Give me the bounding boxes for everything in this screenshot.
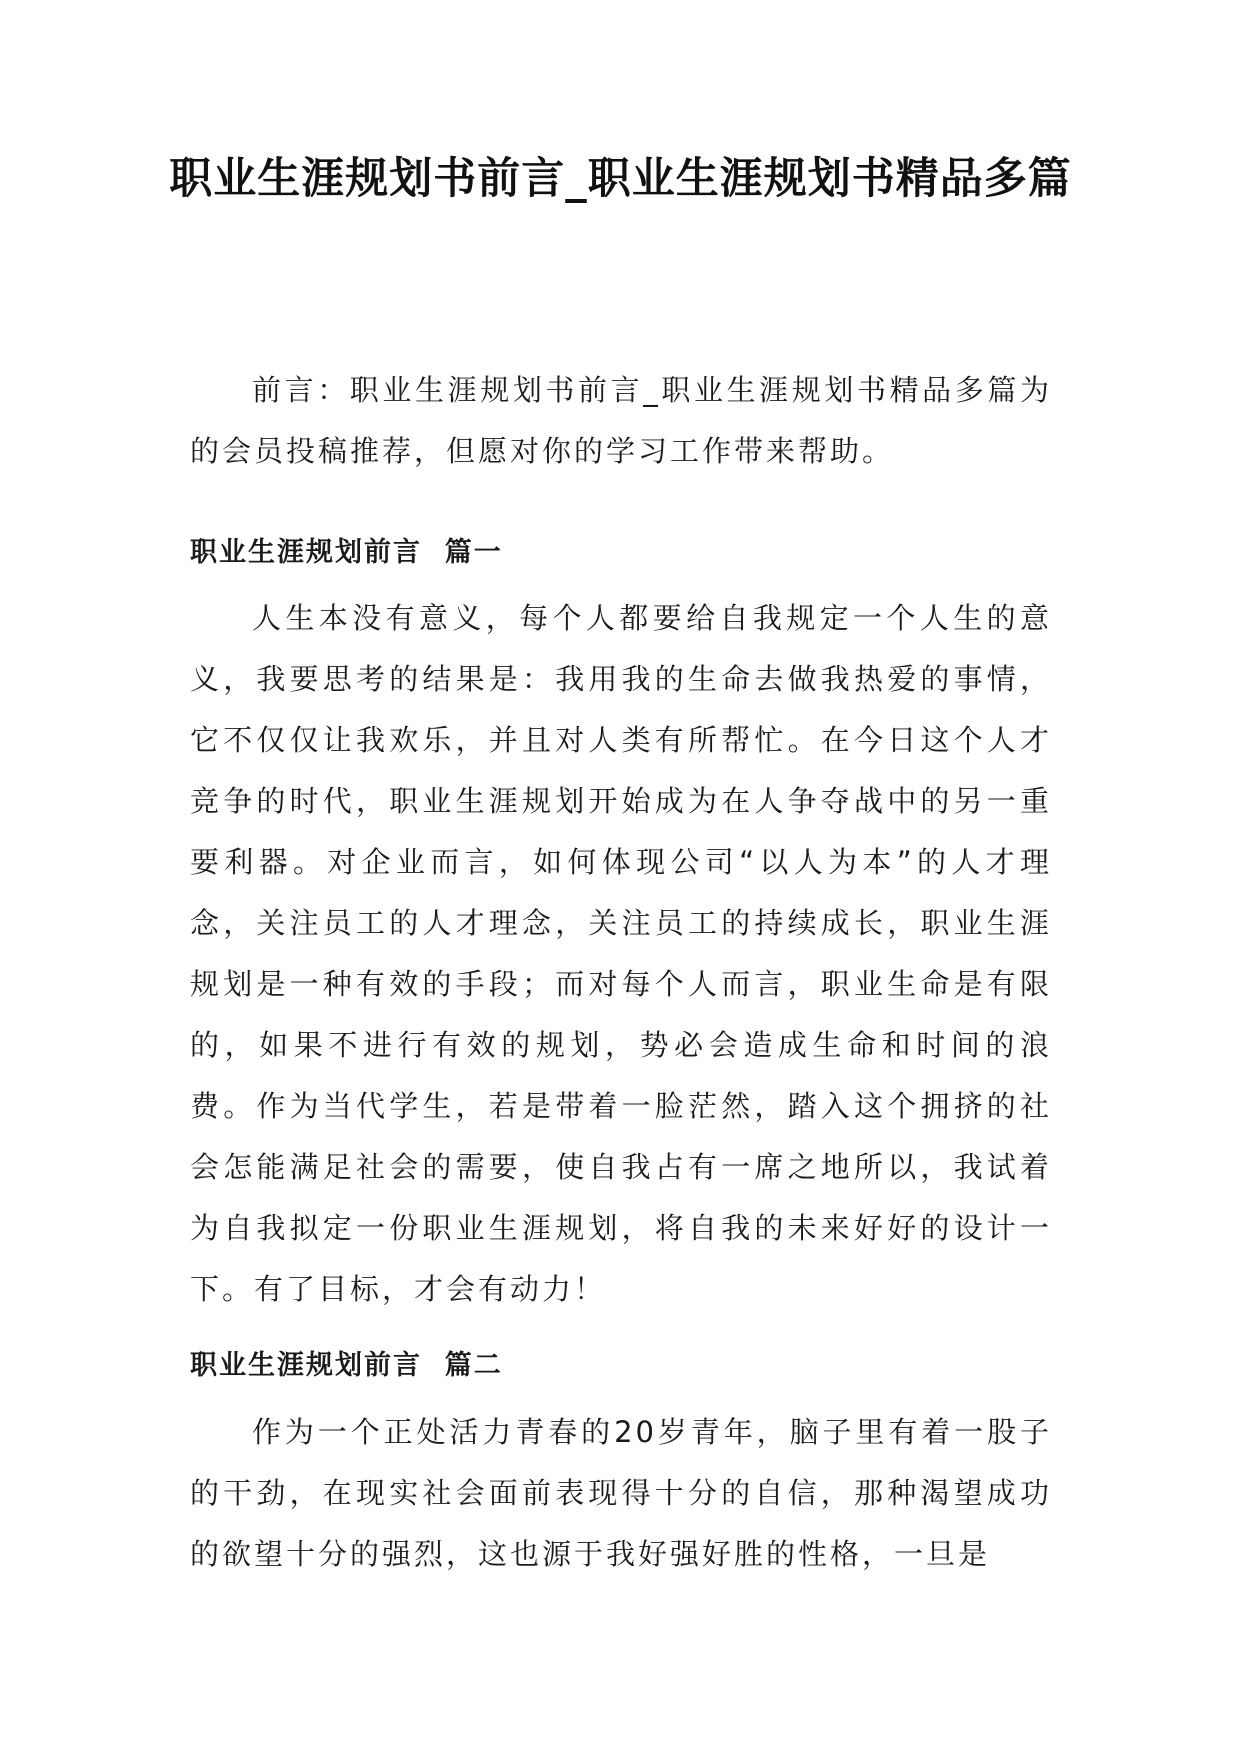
section-paragraph-2: 作为一个正处活力青春的20岁青年，脑子里有着一股子的干劲，在现实社会面前表现得十分的自信，那种渴望成功的欲望十分的强烈，这也源于我好强好胜的性格，一旦是	[190, 1415, 1052, 1571]
section-heading-1: 职业生涯规划前言 篇一	[190, 537, 503, 568]
section-heading-2: 职业生涯规划前言 篇二	[190, 1350, 503, 1381]
document-title: 职业生涯规划书前言_职业生涯规划书精品多篇	[169, 154, 1072, 204]
section-paragraph-1: 人生本没有意义，每个人都要给自我规定一个人生的意义，我要思考的结果是：我用我的生命去做我热爱的事情，它不仅仅让我欢乐，并且对人类有所帮忙。在今日这个人才竞争的时代，职业生涯规划开始成为在人争夺战中的另一重要利器。对企业而言，如何体现公司“以人为本”的人才理念，关注员工的人才理念，关注员工的持续成长，职业生涯规划是一种有效的手段；而对每个人而言，职业生命是有限的，如果不进行有效的规划，势必会造成生命和时间的浪费。作为当代学生，若是带着一脸茫然，踏入这个拥挤的社会怎能满足社会的需要，使自我占有一席之地所以，我试着为自我拟定一份职业生涯规划，将自我的未来好好的设计一下。有了目标，才会有动力！	[190, 601, 1052, 1306]
intro-paragraph: 前言：职业生涯规划书前言_职业生涯规划书精品多篇为的会员投稿推荐，但愿对你的学习工作带来帮助。	[190, 373, 1052, 468]
